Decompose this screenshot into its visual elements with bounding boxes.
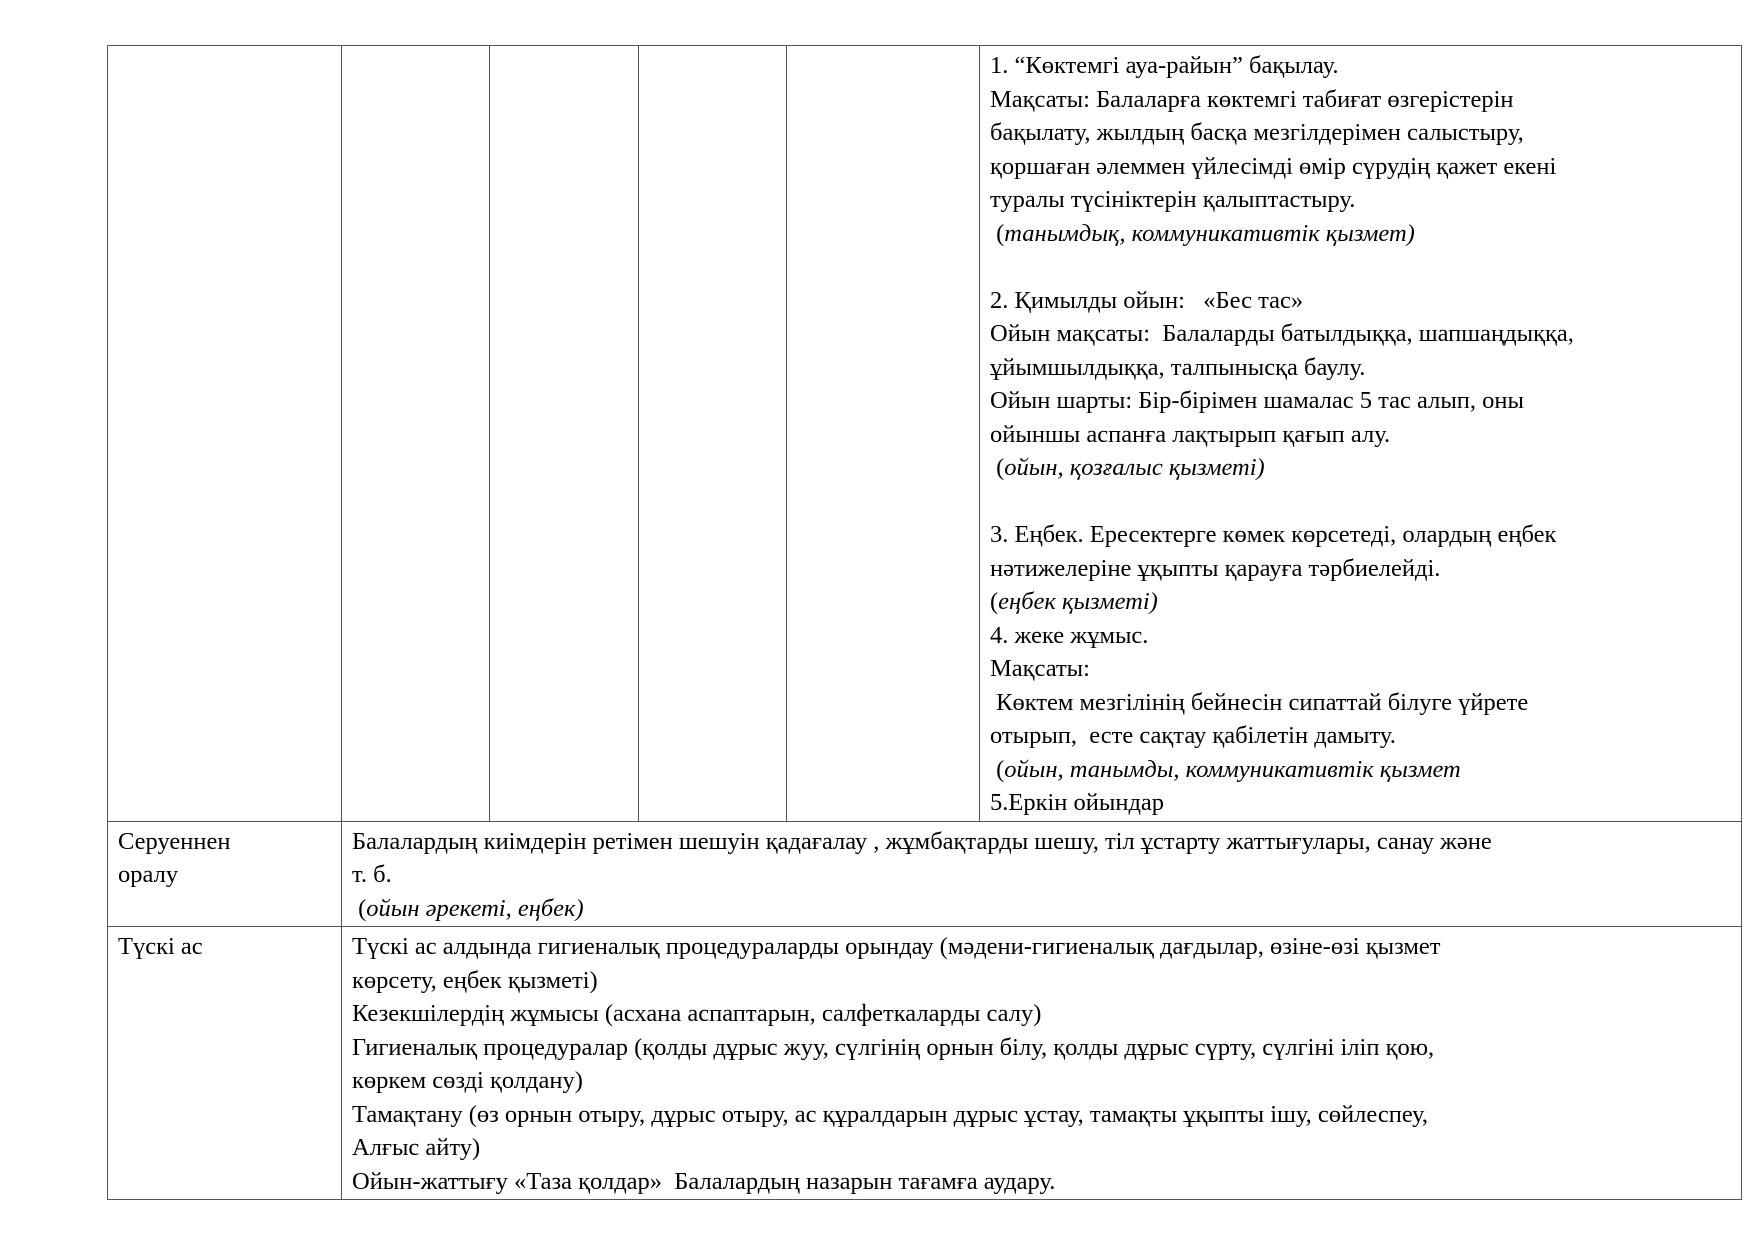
walk_activities-line: 3. Еңбек. Ересектерге көмек көрсетеді, олардың еңбек (990, 521, 1557, 548)
lunch_row.lines-line: Ойын-жаттығу «Таза қолдар» Балалардың назарын тағамға аудару. (352, 1167, 1056, 1195)
empty-cell-monday (342, 46, 490, 822)
return-from-walk-row (108, 821, 1742, 927)
blank-line (990, 485, 1731, 519)
walk_activities-line: нәтижелеріне ұқыпты қарауға тәрбиелейді. (990, 554, 1441, 582)
walk-row (108, 46, 1742, 822)
return_row.lines-line: Балалардың киімдерін ретімен шешуін қадағалау , жұмбақтарды шешу, тіл ұстарту жаттығулары, санау және (352, 827, 1492, 855)
lunch-activities-cell (342, 927, 1742, 1200)
return-label-line-1: Серуеннен (118, 827, 231, 855)
return-label-cell (108, 821, 342, 927)
lunch_row.lines-line: көркем сөзді қолдану) (352, 1067, 583, 1094)
return-activities-cell (342, 821, 1742, 927)
paren-open: ( (990, 755, 1005, 783)
lunch_row.lines-line: Тамақтану (өз орнын отыру, дұрыс отыру, ас құралдарын дұрыс ұстау, тамақты ұқыпты ішу, сөйлеспеу, (352, 1100, 1429, 1128)
walk_activities-line: Ойын мақсаты: Балаларды батылдыққа, шапшаңдыққа, (990, 320, 1574, 347)
return_row.lines-line (352, 892, 1731, 926)
walk_activities-line: қоршаған әлеммен үйлесімді өмір сүрудің қажет екені (990, 152, 1557, 180)
activity-type-note: ойын, танымды, коммуникативтік қызмет (1004, 755, 1461, 783)
walk_activities-line: Мақсаты: Балаларға көктемгі табиғат өзгерістерін (990, 85, 1514, 113)
walk_activities-line: 2. Қимылды ойын: «Бес тас» (990, 286, 1304, 314)
paren-open: ( (990, 588, 999, 615)
walk_activities-line: отырып, есте сақтау қабілетін дамыту. (990, 722, 1396, 749)
walk_activities-line: Ойын шарты: Бір-бірімен шамалас 5 тас алып, оны (990, 387, 1524, 414)
walk_activities-line: Көктем мезгілінің бейнесін сипаттай білуге үйрете (990, 688, 1529, 716)
walk_activities-line: Мақсаты: (990, 655, 1090, 682)
activity-type-note: ойын, қозғалыс қызметі) (1004, 454, 1265, 481)
return_row.lines-line: т. б. (352, 861, 392, 888)
walk_activities-line: туралы түсініктерін қалыптастыру. (990, 186, 1356, 213)
walk_activities-line (990, 753, 1731, 787)
walk-label-cell (108, 46, 342, 822)
paren-open: ( (352, 894, 367, 922)
walk_activities-line: 5.Еркін ойындар (990, 789, 1165, 816)
walk_activities-line: 1. “Көктемгі ауа-райын” бақылау. (990, 52, 1339, 79)
lunch-label-cell (108, 927, 342, 1200)
activity-type-note: танымдық, коммуникативтік қызмет) (1004, 219, 1415, 247)
return-label-line-2: оралу (118, 861, 179, 888)
lunch_row.lines-line: Алғыс айту) (352, 1134, 481, 1161)
walk_activities-line (990, 451, 1731, 485)
walk_activities-line (990, 217, 1731, 251)
walk_activities-line: 4. жеке жұмыс. (990, 621, 1149, 649)
lunch_row.lines-line: Түскі ас алдында гигиеналық процедураларды орындау (мәдени-гигиеналық дағдылар, өзіне-өзі қызмет (352, 933, 1441, 960)
activity-type-note: еңбек қызметі) (998, 588, 1158, 615)
lunch-row (108, 927, 1742, 1200)
lunch_row.lines-line: көрсету, еңбек қызметі) (352, 966, 598, 994)
walk_activities-line (990, 585, 1731, 619)
empty-cell-wednesday (639, 46, 787, 822)
daily-plan-table (107, 45, 1742, 1200)
lunch_row.lines-line: Гигиеналық процедуралар (қолды дұрыс жуу, сүлгінің орнын білу, қолды дұрыс сүрту, сүлгіні іліп қою, (352, 1033, 1435, 1061)
empty-cell-thursday (787, 46, 980, 822)
walk-activities-cell (980, 46, 1742, 822)
walk_activities-line: бақылату, жылдың басқа мезгілдерімен салыстыру, (990, 119, 1524, 146)
lunch-label: Түскі ас (118, 933, 203, 960)
empty-cell-tuesday (490, 46, 639, 822)
walk_activities-line: ойыншы аспанға лақтырып қағып алу. (990, 420, 1391, 448)
blank-line (990, 250, 1731, 284)
activity-type-note: ойын әрекеті, еңбек) (366, 894, 584, 922)
walk_activities-line: ұйымшылдыққа, талпынысқа баулу. (990, 353, 1366, 381)
paren-open: ( (990, 219, 1005, 247)
lunch_row.lines-line: Кезекшілердің жұмысы (асхана аспаптарын, салфеткаларды салу) (352, 1000, 1042, 1027)
paren-open: ( (990, 454, 1005, 481)
